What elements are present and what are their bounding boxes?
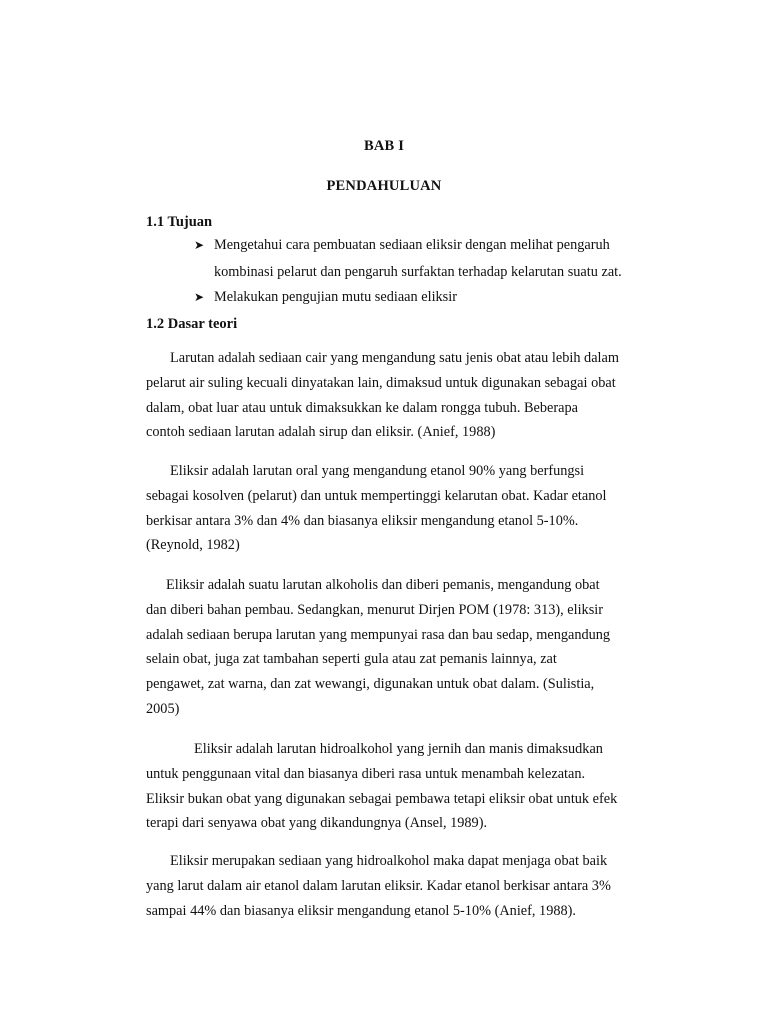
- paragraph-line: berkisar antara 3% dan 4% dan biasanya eliksir mengandung etanol 5-10%.: [146, 512, 579, 529]
- paragraph-line: adalah sediaan berupa larutan yang mempunyai rasa dan bau sedap, mengandung: [146, 626, 611, 643]
- paragraph: [146, 346, 668, 445]
- paragraph-line: Eliksir bukan obat yang digunakan sebagai pembawa tetapi eliksir obat untuk efek: [146, 790, 618, 807]
- paragraph-line: dalam, obat luar atau untuk dimaksukkan ke dalam rongga tubuh. Beberapa: [146, 399, 578, 416]
- paragraph: [146, 573, 668, 722]
- paragraph-line: (Reynold, 1982): [146, 537, 240, 554]
- paragraph-line: dan diberi bahan pembau. Sedangkan, menurut Dirjen POM (1978: 313), eliksir: [146, 601, 604, 618]
- paragraph-line: sebagai kosolven (pelarut) dan untuk mempertinggi kelarutan obat. Kadar etanol: [146, 487, 607, 504]
- paragraph-line: Eliksir adalah larutan oral yang mengandung etanol 90% yang berfungsi: [170, 463, 585, 479]
- bullet-line: Melakukan pengujian mutu sediaan eliksir: [214, 289, 457, 305]
- paragraph: [146, 737, 668, 836]
- paragraph-line: Eliksir adalah suatu larutan alkoholis dan diberi pemanis, mengandung obat: [166, 577, 600, 593]
- arrowhead-bullet-icon: ➤: [194, 290, 205, 304]
- paragraph-line: sampai 44% dan biasanya eliksir mengandung etanol 5-10% (Anief, 1988).: [146, 902, 576, 919]
- paragraph-line: terapi dari senyawa obat yang dikandungnya (Ansel, 1989).: [146, 815, 488, 832]
- paragraph-line: yang larut dalam air etanol dalam larutan eliksir. Kadar etanol berkisar antara 3%: [146, 877, 611, 894]
- chapter-label: BAB I: [363, 138, 405, 154]
- chapter-title: PENDAHULUAN: [326, 178, 442, 194]
- bullet-line: Mengetahui cara pembuatan sediaan eliksir dengan melihat pengaruh: [214, 237, 610, 253]
- paragraph: [146, 459, 668, 558]
- paragraph-line: untuk penggunaan vital dan biasanya diberi rasa untuk menambah kelezatan.: [146, 765, 586, 782]
- bullet-line: kombinasi pelarut dan pengaruh surfaktan terhadap kelarutan suatu zat.: [214, 264, 622, 280]
- paragraph-line: 2005): [146, 700, 180, 717]
- paragraph-line: selain obat, juga zat tambahan seperti gula atau zat pemanis lainnya, zat: [146, 651, 557, 668]
- paragraph-line: pengawet, zat warna, dan zat wewangi, digunakan untuk obat dalam. (Sulistia,: [146, 676, 595, 693]
- arrowhead-bullet-icon: ➤: [194, 238, 205, 252]
- paragraph-line: Eliksir adalah larutan hidroalkohol yang jernih dan manis dimaksudkan: [194, 741, 603, 757]
- bullet-text: [214, 232, 684, 286]
- paragraph-line: pelarut air suling kecuali dinyatakan lain, dimaksud untuk digunakan sebagai obat: [146, 374, 616, 391]
- paragraph-line: Eliksir merupakan sediaan yang hidroalkohol maka dapat menjaga obat baik: [170, 853, 608, 869]
- section-heading-dasar-teori: 1.2 Dasar teori: [146, 316, 238, 332]
- paragraph: [146, 849, 668, 923]
- paragraph-line: contoh sediaan larutan adalah sirup dan eliksir. (Anief, 1988): [146, 424, 496, 441]
- section-heading-tujuan: 1.1 Tujuan: [146, 214, 213, 230]
- bullet-item: [194, 232, 684, 286]
- bullet-item: [194, 284, 684, 311]
- paragraph-line: Larutan adalah sediaan cair yang mengandung satu jenis obat atau lebih dalam: [170, 350, 619, 366]
- bullet-text: [214, 284, 684, 311]
